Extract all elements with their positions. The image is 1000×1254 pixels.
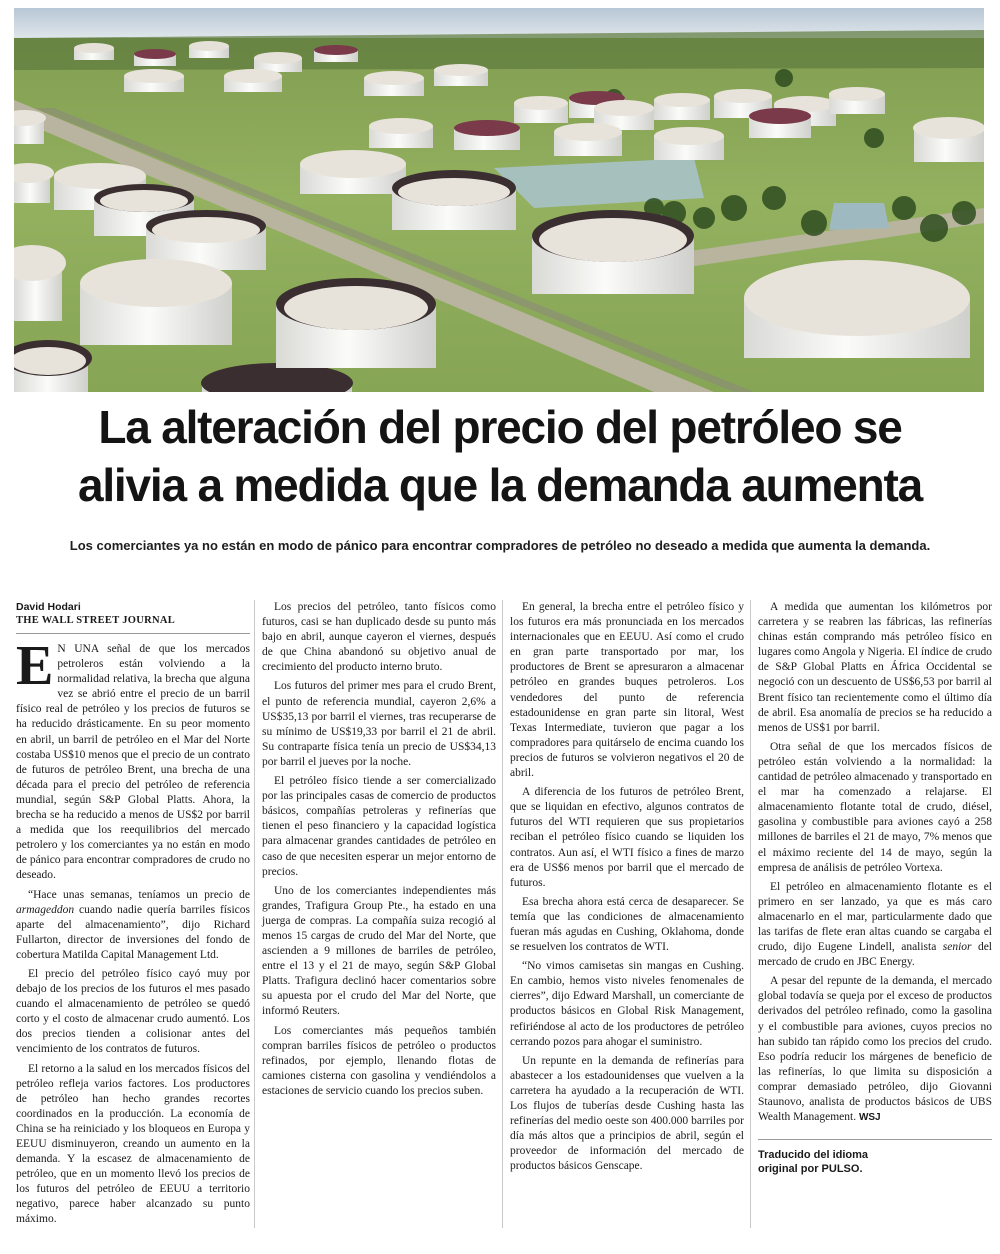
body-paragraph: El petróleo en almacenamiento flotante es el primero en ser lanzado, ya que es más caro almacenarlo en el mar, particularmente dado que las tarifas de flete eran altas cuando se cargaba el crudo, dijo Eugene Lindell, analista senior del mercado de crudo en JBC Energy. xyxy=(758,880,992,969)
deck-subtitle: Los comerciantes ya no están en modo de pánico para encontrar compradores de petróleo no deseado a medida que aumenta la demanda. xyxy=(69,538,931,553)
author-byline: David Hodari xyxy=(16,601,81,613)
headline-line-2: alivia a medida que la demanda aumenta xyxy=(77,459,923,511)
headline-line-1: La alteración del precio del petróleo se xyxy=(98,401,902,453)
body-paragraph: El petróleo físico tiende a ser comercializado por las principales casas de comercio de productos básicos, compañías petroleras y refinerías que tienen el peso financiero y la capacidad logística para almacenar grandes cantidades de petróleo en caso de que necesiten esperar un mejor entorno de precios. xyxy=(262,775,496,878)
body-paragraph: Uno de los comerciantes independientes más grandes, Trafigura Group Pte., ha estado en una juerga de compras. La compañía suiza recogió al menos 15 cargas de crudo del Mar del Norte, que ascienden a 9 millones de barriles de petróleo, entre el 13 y el 21 de mayo, según S&P Global Platts. Trafigura declinó hacer comentarios sobre su apuesta por el crudo del Mar del Norte, que informó Reuters. xyxy=(262,884,496,1018)
tank-farm-illustration xyxy=(14,8,984,392)
body-paragraph: Otra señal de que los mercados físicos de petróleo están volviendo a la normalidad: la cantidad de petróleo almacenado y transportado en el mar ha comenzado a relajarse. El almacenamiento flotante total de crudo, diésel, gasolina y combustible para aviones cayó a 258 millones de barriles el 21 de mayo, 7% menos que el máximo reciente del 14 de mayo, según la empresa de análisis de petróleo Vortexa. xyxy=(758,740,992,874)
body-paragraph: El retorno a la salud en los mercados físicos del petróleo refleja varios factores. Los productores de petróleo han hecho grandes recortes coordinados en la producción. La economía de China se ha reiniciado y los bloqueos en Europa y EEUU disminuyeron, creando un aumento en la demanda. Y la escasez de almacenamiento de petróleo, que en un momento llevó los precios de los futuros del petróleo de EEUU a territorio negativo, parece haber alcanzado su punto máximo. xyxy=(16,1062,250,1226)
outlet-credit: THE WALL STREET JOURNAL xyxy=(16,614,250,634)
headline xyxy=(0,398,1000,514)
translation-credit: Traducido del idioma original por PULSO. xyxy=(758,1139,992,1176)
body-paragraph: A pesar del repunte de la demanda, el mercado global todavía se queja por el exceso de productos derivados del petróleo refinado, como la gasolina y el combustible para aviones, cuyos precios no han subido tan rápido como los precios del crudo. Eso podría reducir los márgenes de beneficio de las refinerías, lo que limita su disposición a comprar demasiado petróleo, dijo Giovanni Staunovo, analista de productos básicos de UBS Wealth Management. WSJ xyxy=(758,975,992,1124)
column-divider xyxy=(254,600,255,1228)
column-divider xyxy=(750,600,751,1228)
body-paragraph: Los comerciantes más pequeños también compran barriles físicos de petróleo o productos refinados, por ejemplo, llenando flotas de camiones cisterna con gasolina y vendiéndolos a estaciones de servicio cuando los precios suben. xyxy=(262,1024,496,1097)
body-paragraph: E N UNA señal de que los mercados petroleros están volviendo a la normalidad relativa, la brecha que alguna vez se abrió entre el precio de un barril físico real de petróleo y los precios de futuros se ha reducido drásticamente. En su peor momento en abril, un barril de petróleo en el Mar del Norte costaba US$10 menos que el precio de un contrato de futuros de petróleo Brent, una brecha de una década para el precio del petróleo de referencia mundial, según S&P Global Platts. Ahora, la brecha se ha reducido a menos de US$2 por barril a medida que los reequilibrios del mercado petrolero y los comerciantes ya no están en modo de pánico para encontrar compradores de crudo no deseado. xyxy=(16,635,250,882)
article-column-2 xyxy=(262,600,496,1103)
body-paragraph: El precio del petróleo físico cayó muy por debajo de los precios de los futuros el mes pasado cuando el almacenamiento de petróleo se quedó corto y el costo de almacenar crudo aumentó. Los dos precios tienden a colisionar antes del vencimiento de los contratos de futuros. xyxy=(16,967,250,1056)
article-column-1 xyxy=(16,600,250,1232)
body-paragraph: A diferencia de los futuros de petróleo Brent, que se liquidan en efectivo, algunos contratos de futuros del WTI requieren que sus propietarios reciban el petróleo físico cuando se liquiden los contratos. Aun así, el WTI físico a fines de marzo era de US$6 menos por barril que el mercado de futuros. xyxy=(510,786,744,889)
oil-storage-tanks-photo xyxy=(14,8,984,392)
article-column-4 xyxy=(758,600,992,1176)
drop-cap: E xyxy=(16,635,54,697)
body-paragraph: Los precios del petróleo, tanto físicos como futuros, casi se han duplicado desde su punto más bajo en abril, aunque cayeron el viernes, después de que China abandonó su objetivo anual de crecimiento del producto interno bruto. xyxy=(262,601,496,674)
body-paragraph: A medida que aumentan los kilómetros por carretera y se reabren las fábricas, las refinerías chinas están comprando más petróleo físico en lugares como Angola y Nigeria. El índice de crudo de S&P Global Platts en África Occidental se negoció con un descuento de US$6,53 por barril al Brent físico tan recientemente como el último día de abril. Esa anomalía de precios se ha reducido a menos de US$1 por barril. xyxy=(758,601,992,734)
article-column-3 xyxy=(510,600,744,1178)
body-paragraph: Esa brecha ahora está cerca de desaparecer. Se temía que las condiciones de almacenamiento fueran más agudas en Cushing, Oklahoma, donde se resuelven los contratos de WTI. xyxy=(510,895,744,954)
wsj-sign-off: WSJ xyxy=(858,1112,881,1124)
body-paragraph: Un repunte en la demanda de refinerías para abastecer a los estadounidenses que vuelven a la carretera ha ayudado a la recuperación de WTI. Los flujos de tuberías desde Cushing hasta las refinerías del medio oeste son 400.000 barriles por día más altos que a principios de abril, según el proveedor de información del mercado de productos básicos Genscape. xyxy=(510,1054,744,1173)
body-paragraph: “No vimos camisetas sin mangas en Cushing. En cambio, hemos visto niveles fenomenales de cierres”, dijo Edward Marshall, un comerciante de productos básicos en Global Risk Management, refiriéndose al acto de los productores de petróleo cerrando pozos para ahogar el suministro. xyxy=(510,960,744,1048)
body-paragraph: Los futuros del primer mes para el crudo Brent, el punto de referencia mundial, cayeron 2,6% a US$35,13 por barril el viernes, tras recuperarse de su mínimo de US$19,33 por barril el 21 de abril. Su contraparte física tenía un precio de US$34,13 por barril el jueves por la noche. xyxy=(262,680,496,768)
column-divider xyxy=(502,600,503,1228)
body-paragraph: En general, la brecha entre el petróleo físico y los futuros era más pronunciada en los mercados internacionales que en EEUU. Así como el crudo en gran parte transportado por mar, los productores de Brent se apresuraron a almacenar petróleo en grandes buques petroleros. Los vendedores del punto de referencia estadounidense en gran parte sin litoral, West Texas Intermediate, tuvieron que pagar a los compradores para quitárselo de encima cuando los precios de futuros se volvieron negativos el 20 de abril. xyxy=(510,601,744,780)
body-paragraph: “Hace unas semanas, teníamos un precio de armageddon cuando nadie quería barriles físicos aparte del almacenamiento”, dijo Richard Fullarton, director de inversiones del fondo de cobertura Matilda Capital Management Ltd. xyxy=(16,888,250,961)
